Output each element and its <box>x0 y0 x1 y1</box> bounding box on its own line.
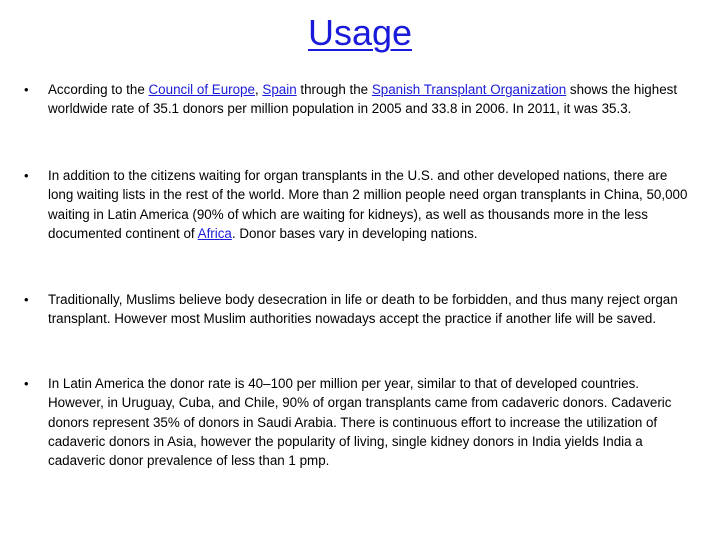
bullet-text: In Latin America the donor rate is 40–100 per million per year, similar to that of developed countries. However, in Uruguay, Cuba, and Chile, 90% of organ transplants came from cadaveric donors. Cadaveric donors represent 35% of donors in Saudi Arabia. There is continuous effort to increase the utilization of cadaveric donors in Asia, however the popularity of living, single kidney donors in India yields India a cadaveric donor prevalence of less than 1 pmp. <box>48 376 672 469</box>
link-spanish-transplant-organization[interactable]: Spanish Transplant Organization <box>371 82 567 97</box>
bullet-icon: • <box>24 376 29 391</box>
text-segment: through the <box>296 82 372 97</box>
bullet-text <box>48 166 696 243</box>
link-africa[interactable]: Africa <box>197 225 232 241</box>
bullet-item <box>24 290 696 329</box>
link-council-of-europe[interactable]: Council of Europe <box>148 82 255 97</box>
text-segment: . Donor bases vary in developing nations. <box>231 225 478 241</box>
text-segment: According to the <box>48 82 149 97</box>
bullet-icon: • <box>24 82 29 97</box>
bullet-icon: • <box>24 292 29 307</box>
page-title: Usage <box>307 12 413 53</box>
bullet-icon: • <box>24 168 29 183</box>
text-segment: shows the highest worldwide rate of 35.1 donors per million population in 2005 and 33.8 in 2006. In 2011, it was 35.3. <box>48 82 678 117</box>
bullet-item <box>24 374 696 470</box>
bullet-item <box>24 166 696 243</box>
bullet-text: Traditionally, Muslims believe body desecration in life or death to be forbidden, and thus many reject organ transplant. However most Muslim authorities nowadays accept the practice if another life will be saved. <box>48 292 678 327</box>
text-segment: In addition to the citizens waiting for organ transplants in the U.S. and other developed nations, there are long waiting lists in the rest of the world. More than 2 million people need organ transplants in China, 50,000 waiting in Latin America (90% of which are waiting for kidneys), as well as thousands more in the less documented continent of <box>48 168 688 241</box>
link-spain[interactable]: Spain <box>262 82 297 97</box>
bullet-text <box>48 80 696 119</box>
bullet-item <box>24 80 696 119</box>
text-segment: , <box>254 82 263 97</box>
